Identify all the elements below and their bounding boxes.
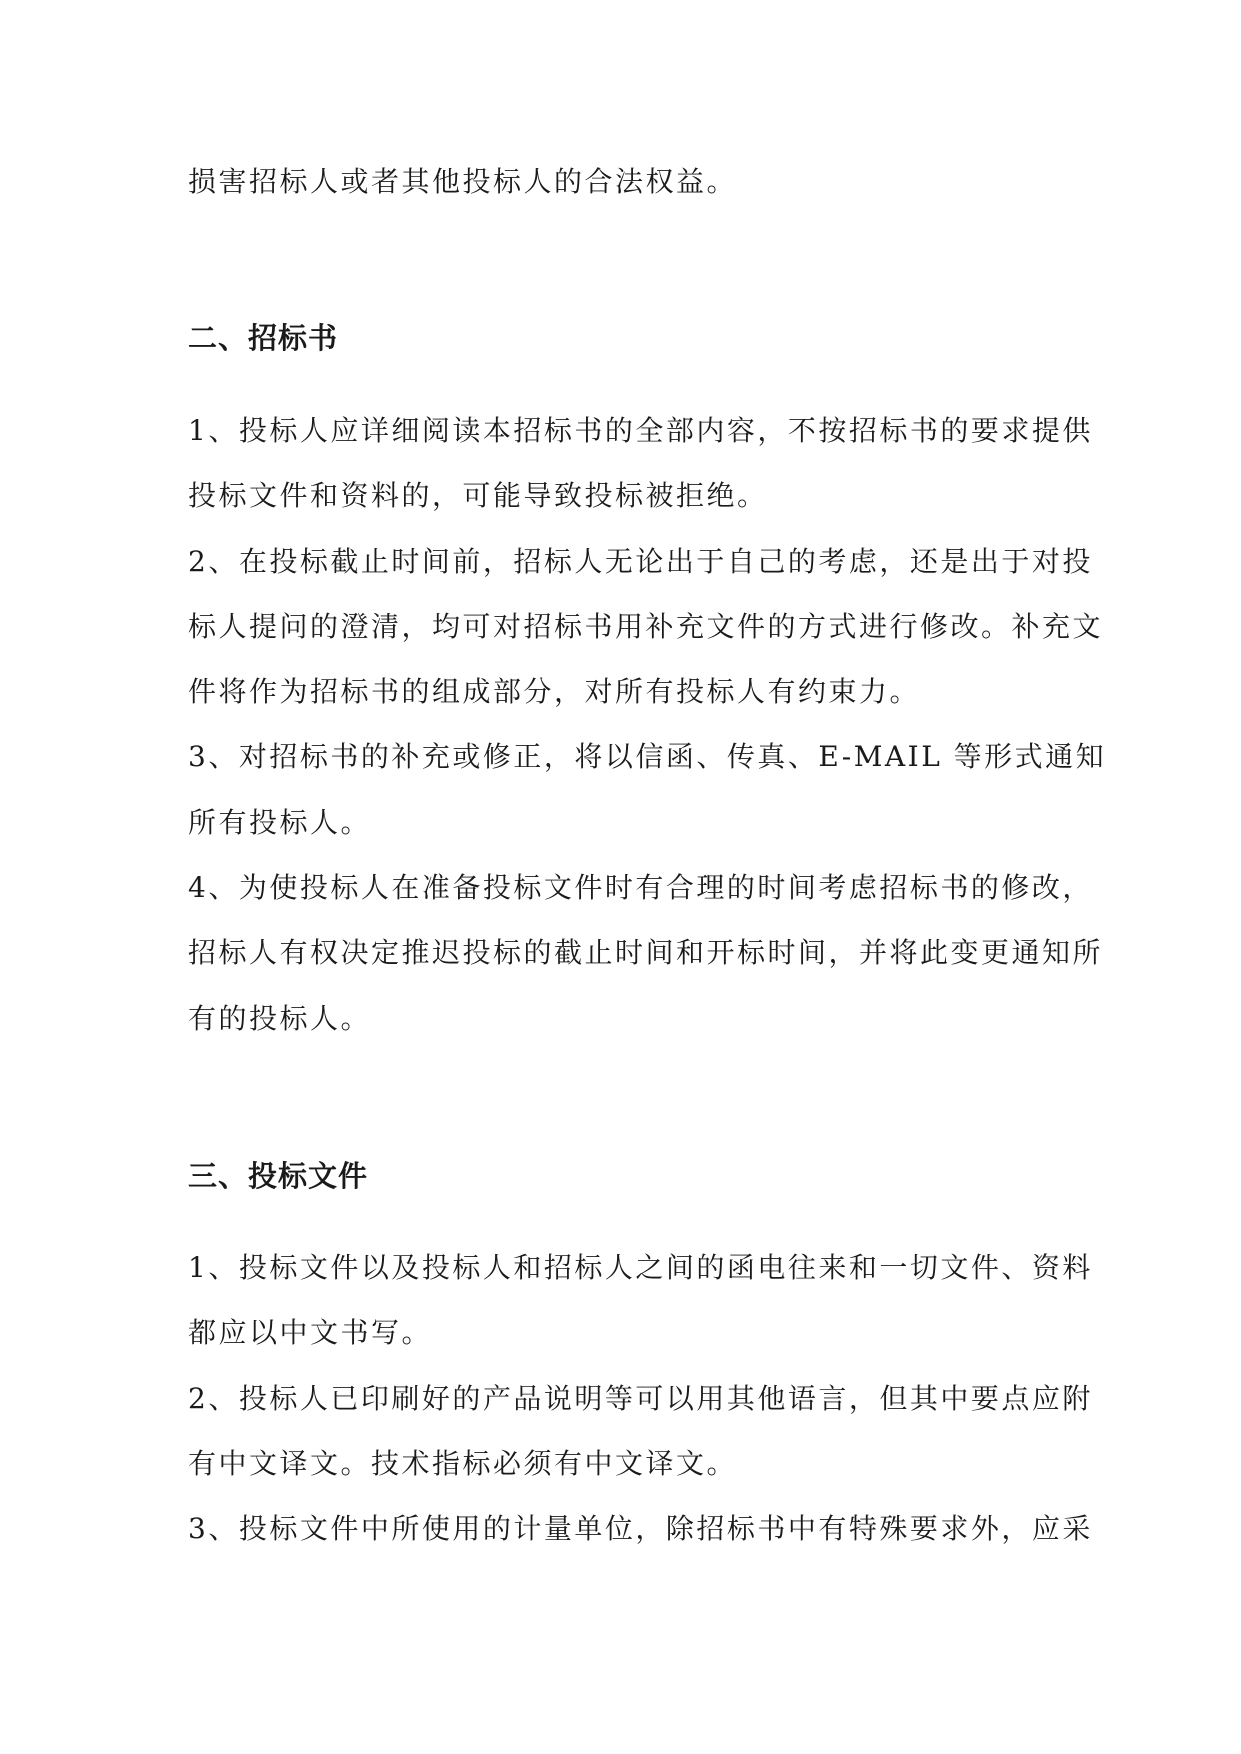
paragraph-line: 件将作为招标书的组成部分，对所有投标人有约束力。 <box>188 675 921 708</box>
paragraph-line: 4、为使投标人在准备投标文件时有合理的时间考虑招标书的修改， <box>188 871 1093 904</box>
paragraph-line: 招标人有权决定推迟投标的截止时间和开标时间，并将此变更通知所 <box>188 936 1104 969</box>
paragraph-line: 2、在投标截止时间前，招标人无论出于自己的考虑，还是出于对投 <box>188 545 1093 578</box>
section-heading-bid-document: 二、招标书 <box>188 321 339 355</box>
paragraph-line: 都应以中文书写。 <box>188 1316 433 1349</box>
paragraph-line: 有的投标人。 <box>188 1002 372 1035</box>
paragraph-line: 损害招标人或者其他投标人的合法权益。 <box>188 165 738 198</box>
paragraph-line: 所有投标人。 <box>188 806 372 839</box>
paragraph-line: 标人提问的澄清，均可对招标书用补充文件的方式进行修改。补充文 <box>188 610 1104 643</box>
paragraph-line: 2、投标人已印刷好的产品说明等可以用其他语言，但其中要点应附 <box>188 1382 1093 1415</box>
paragraph-line: 1、投标人应详细阅读本招标书的全部内容，不按招标书的要求提供 <box>188 414 1093 447</box>
paragraph-line: 1、投标文件以及投标人和招标人之间的函电往来和一切文件、资料 <box>188 1251 1093 1284</box>
paragraph-line: 3、投标文件中所使用的计量单位，除招标书中有特殊要求外，应采 <box>188 1512 1093 1545</box>
paragraph-line: 有中文译文。技术指标必须有中文译文。 <box>188 1447 738 1480</box>
paragraph-line: 投标文件和资料的，可能导致投标被拒绝。 <box>188 479 768 512</box>
paragraph-line: 3、对招标书的补充或修正，将以信函、传真、E-MAIL 等形式通知 <box>188 740 1107 773</box>
section-heading-bid-files: 三、投标文件 <box>188 1159 369 1193</box>
